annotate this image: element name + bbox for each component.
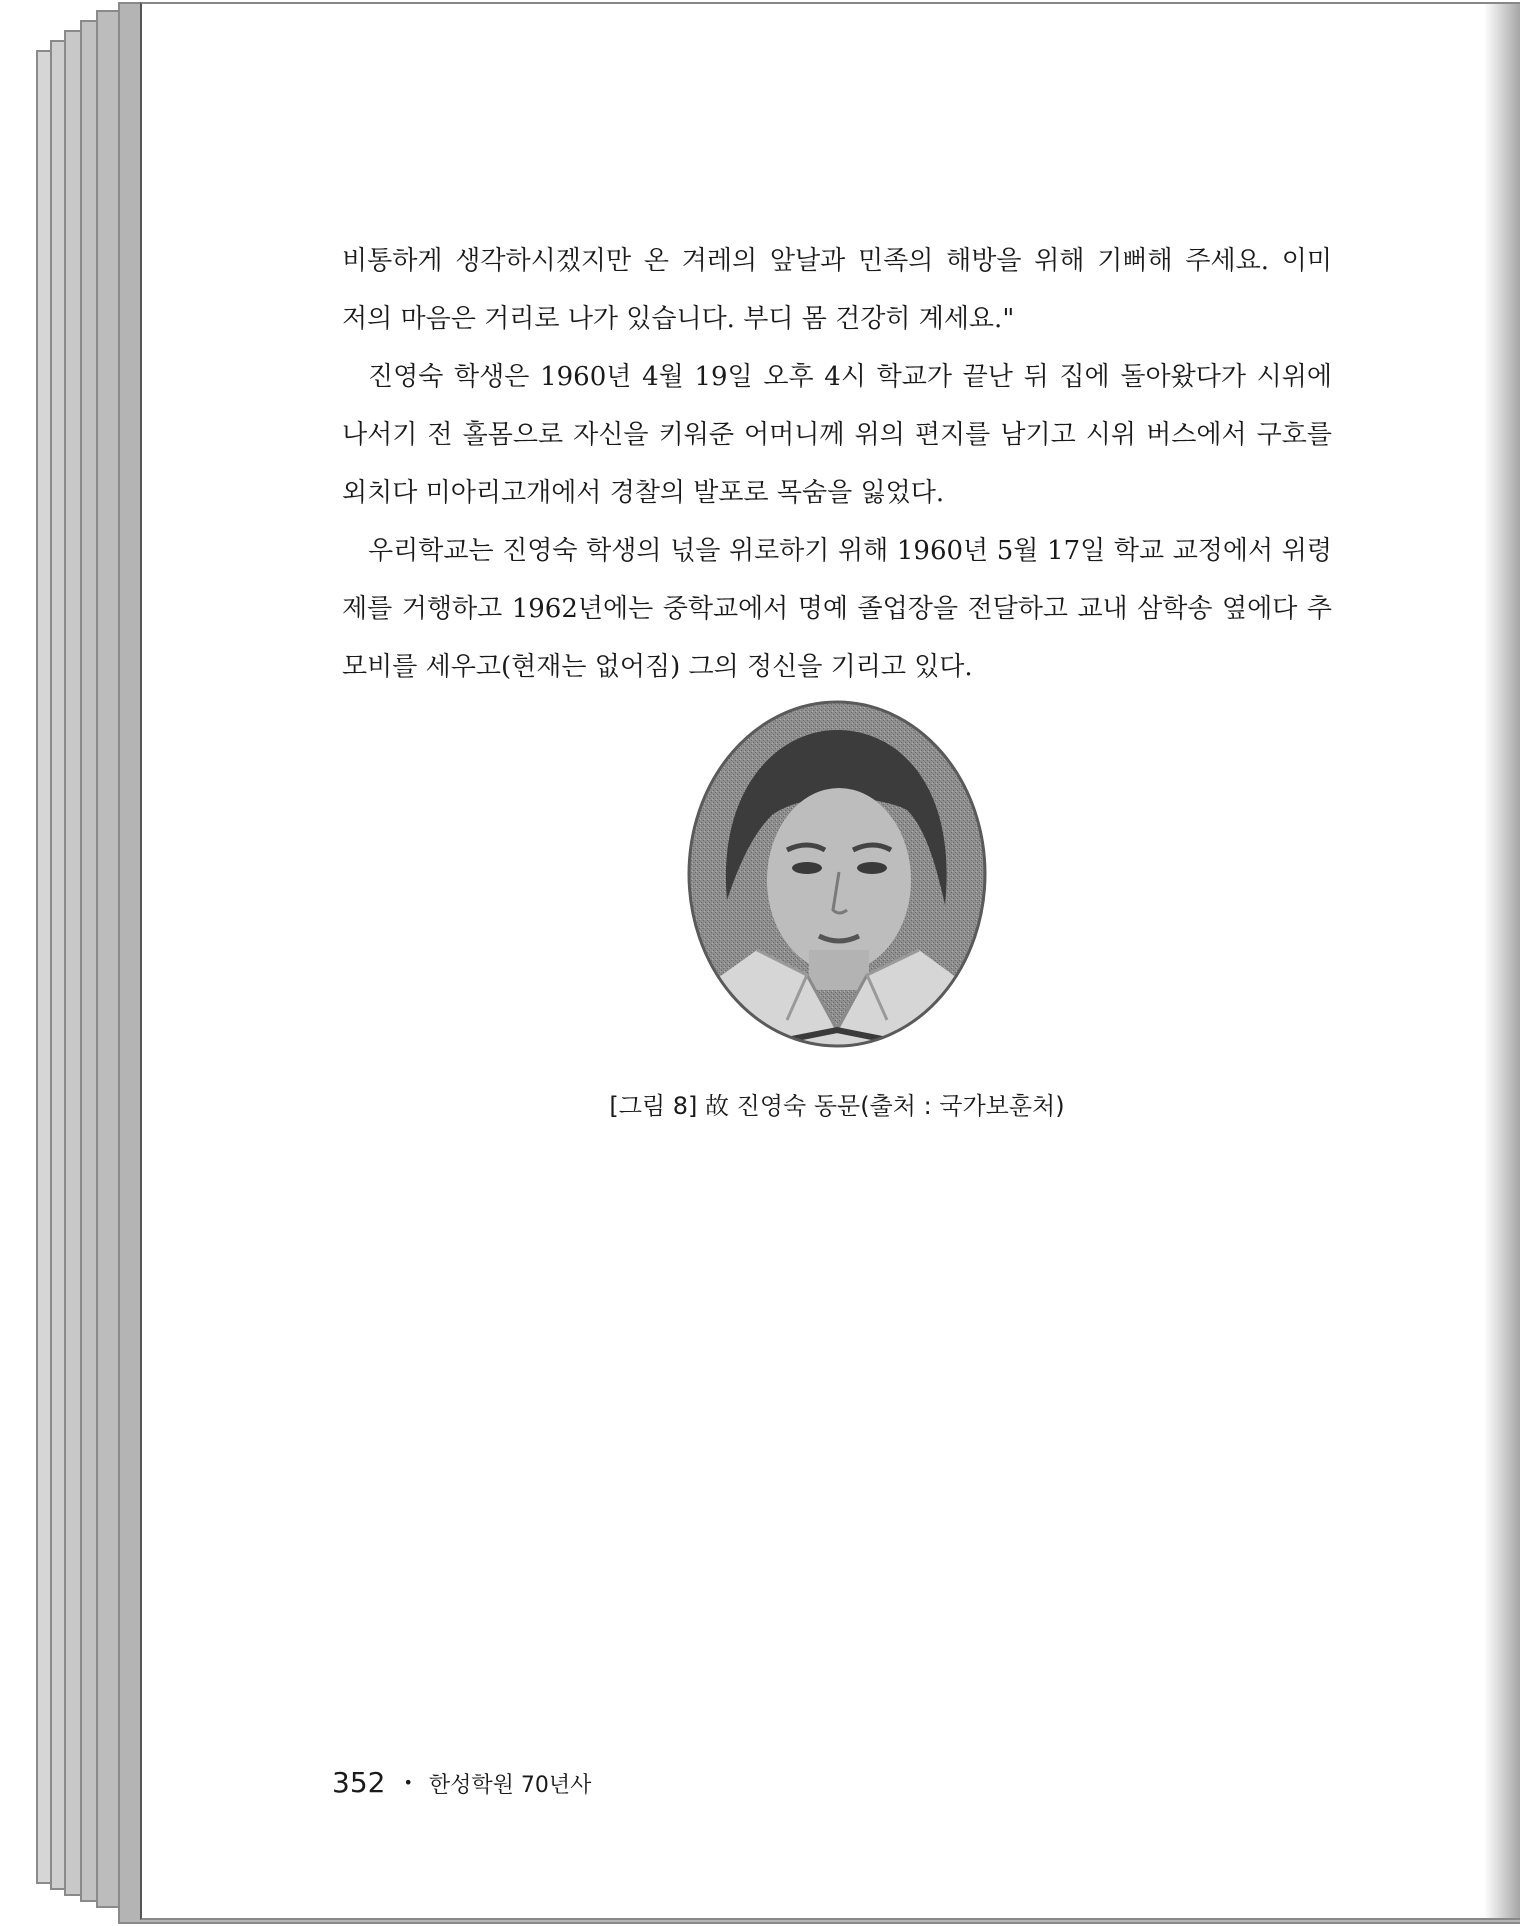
footer-separator: • bbox=[403, 1773, 413, 1792]
text-line: 외치다 미아리고개에서 경찰의 발포로 목숨을 잃었다. bbox=[342, 478, 945, 508]
text-line: 나서기 전 홀몸으로 자신을 키워준 어머니께 위의 편지를 남기고 시위 버스에서 구호를 bbox=[342, 420, 1332, 450]
text-line: 저의 마음은 거리로 나가 있습니다. 부디 몸 건강히 계세요." bbox=[342, 304, 1015, 334]
figure-caption: [그림 8] 故 진영숙 동문(출처 : 국가보훈처) bbox=[609, 1092, 1065, 1120]
text-line: 진영숙 학생은 1960년 4월 19일 오후 4시 학교가 끝난 뒤 집에 돌아왔다가 시위에 bbox=[368, 362, 1332, 392]
book-page bbox=[140, 2, 1520, 1920]
text-line: 모비를 세우고(현재는 없어짐) 그의 정신을 기리고 있다. bbox=[342, 652, 973, 682]
page-footer bbox=[332, 1766, 591, 1799]
text-line: 우리학교는 진영숙 학생의 넋을 위로하기 위해 1960년 5월 17일 학교 교정에서 위령 bbox=[368, 536, 1332, 566]
book-title: 한성학원 70년사 bbox=[428, 1773, 592, 1798]
text-line: 제를 거행하고 1962년에는 중학교에서 명예 졸업장을 전달하고 교내 삼학송 옆에다 추 bbox=[342, 594, 1332, 624]
page-shadow bbox=[1484, 4, 1520, 1918]
page-number: 352 bbox=[332, 1766, 386, 1799]
body-text bbox=[342, 232, 1332, 696]
text-line: 비통하게 생각하시겠지만 온 겨레의 앞날과 민족의 해방을 위해 기뻐해 주세요. 이미 bbox=[342, 246, 1332, 276]
portrait-photo bbox=[687, 700, 987, 1048]
